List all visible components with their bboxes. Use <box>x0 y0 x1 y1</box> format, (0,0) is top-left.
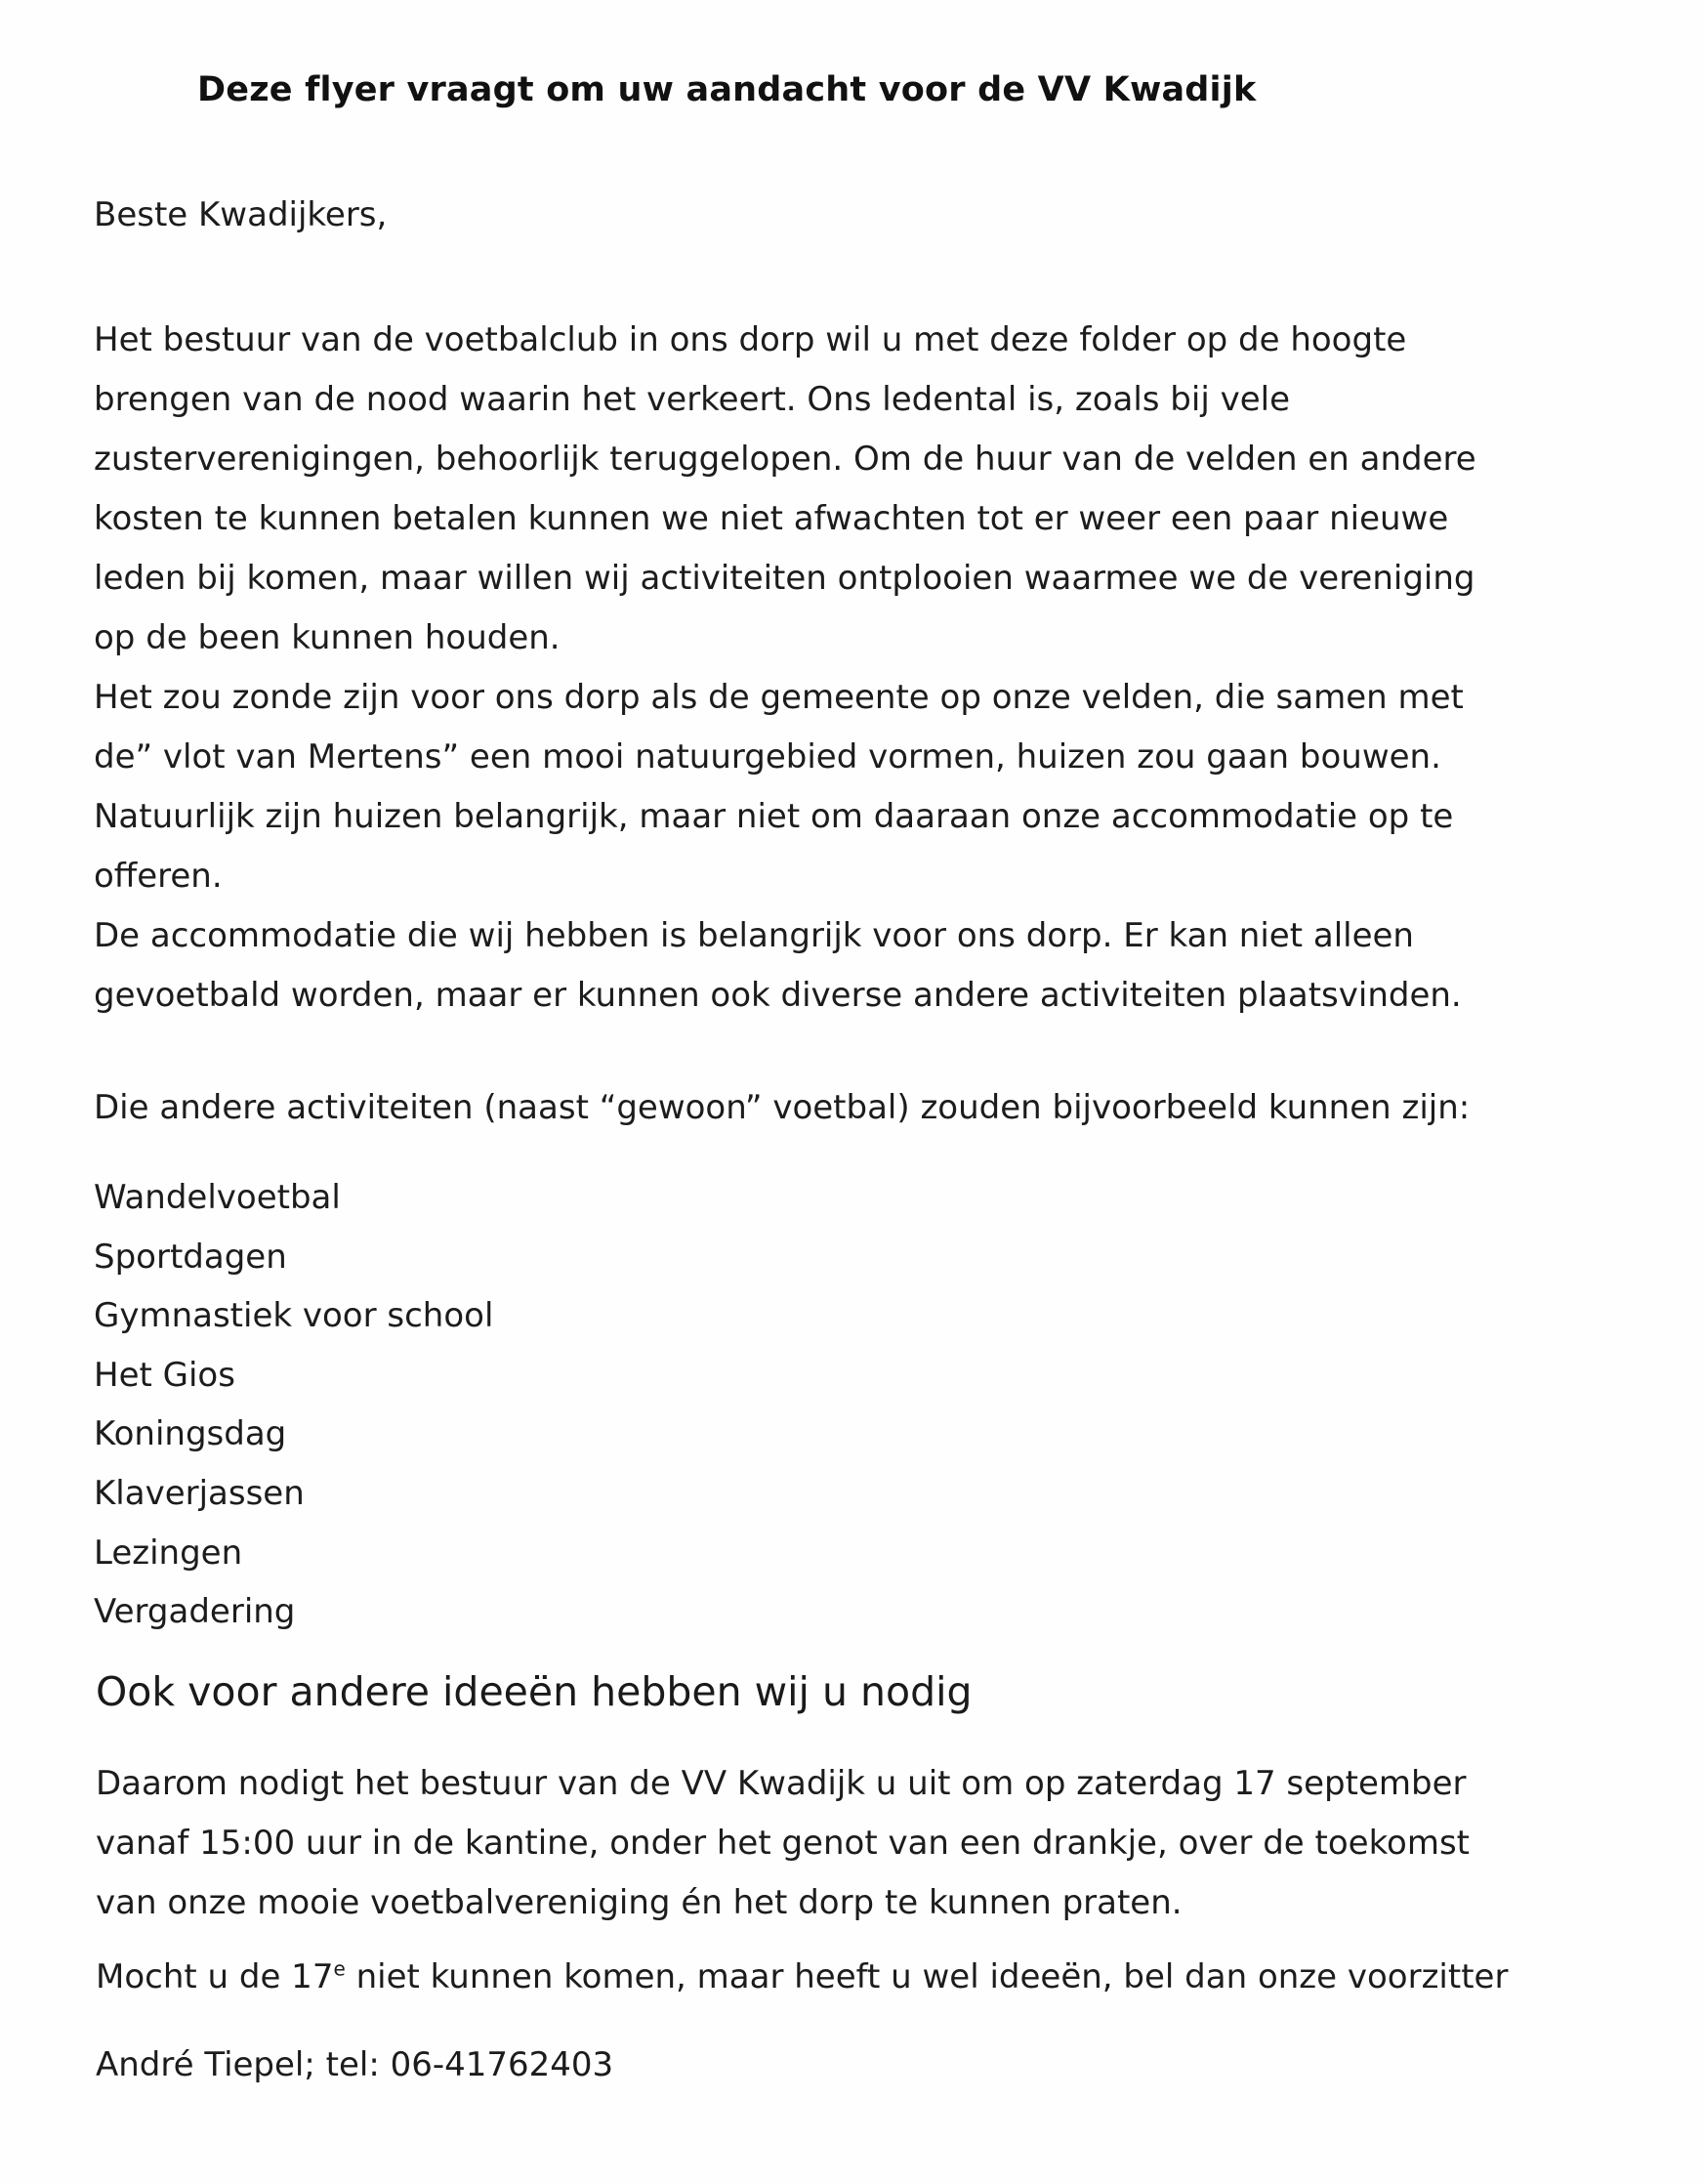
activity-item: Klaverjassen <box>94 1473 305 1513</box>
activity-item: Vergadering <box>94 1592 296 1632</box>
body-text <box>94 311 1476 1026</box>
body-line: leden bij komen, maar willen wij activiteiten ontplooien waarmee we de vereniging <box>94 559 1475 598</box>
body-line: op de been kunnen houden. <box>94 618 561 657</box>
body-line: offeren. <box>94 857 223 896</box>
body-line: de” vlot van Mertens” een mooi natuurgebied vormen, huizen zou gaan bouwen. <box>94 737 1441 777</box>
activity-item: Lezingen <box>94 1533 243 1573</box>
body-line: Natuurlijk zijn huizen belangrijk, maar niet om daaraan onze accommodatie op te <box>94 797 1454 836</box>
body-line: Het bestuur van de voetbalclub in ons dorp wil u met deze folder op de hoogte <box>94 320 1407 359</box>
invitation-text <box>96 1754 1470 1933</box>
salutation: Beste Kwadijkers, <box>94 195 388 234</box>
activity-item: Gymnastiek voor school <box>94 1296 494 1336</box>
closing-line <box>96 1957 1508 1996</box>
closing-text-after: niet kunnen komen, maar heeft u wel ideeën, bel dan onze voorzitter <box>345 1957 1509 1996</box>
invite-line: van onze mooie voetbalvereniging én het dorp te kunnen praten. <box>96 1883 1183 1922</box>
body-line: De accommodatie die wij hebben is belangrijk voor ons dorp. Er kan niet alleen <box>94 916 1414 955</box>
contact-line: André Tiepel; tel: 06-41762403 <box>96 2045 614 2084</box>
activity-item: Koningsdag <box>94 1414 287 1454</box>
body-line: gevoetbald worden, maar er kunnen ook diverse andere activiteiten plaatsvinden. <box>94 976 1462 1015</box>
body-line: Het zou zonde zijn voor ons dorp als de gemeente op onze velden, die samen met <box>94 678 1464 717</box>
activities-list <box>94 1168 493 1642</box>
closing-superscript: e <box>333 1956 346 1981</box>
activity-item: Wandelvoetbal <box>94 1178 341 1217</box>
activities-intro: Die andere activiteiten (naast “gewoon” voetbal) zouden bijvoorbeeld kunnen zijn: <box>94 1088 1471 1127</box>
activity-item: Sportdagen <box>94 1237 287 1277</box>
ideas-subheading: Ook voor andere ideeën hebben wij u nodig <box>96 1668 973 1715</box>
closing-text-before: Mocht u de 17 <box>96 1957 334 1996</box>
flyer-title: Deze flyer vraagt om uw aandacht voor de VV Kwadijk <box>197 70 1257 109</box>
body-line: brengen van de nood waarin het verkeert. Ons ledental is, zoals bij vele <box>94 380 1290 419</box>
invite-line: vanaf 15:00 uur in de kantine, onder het genot van een drankje, over de toekomst <box>96 1824 1471 1863</box>
invite-line: Daarom nodigt het bestuur van de VV Kwadijk u uit om op zaterdag 17 september <box>96 1764 1467 1803</box>
body-line: kosten te kunnen betalen kunnen we niet afwachten tot er weer een paar nieuwe <box>94 499 1449 538</box>
activity-item: Het Gios <box>94 1355 235 1395</box>
body-line: zusterverenigingen, behoorlijk teruggelopen. Om de huur van de velden en andere <box>94 440 1476 479</box>
